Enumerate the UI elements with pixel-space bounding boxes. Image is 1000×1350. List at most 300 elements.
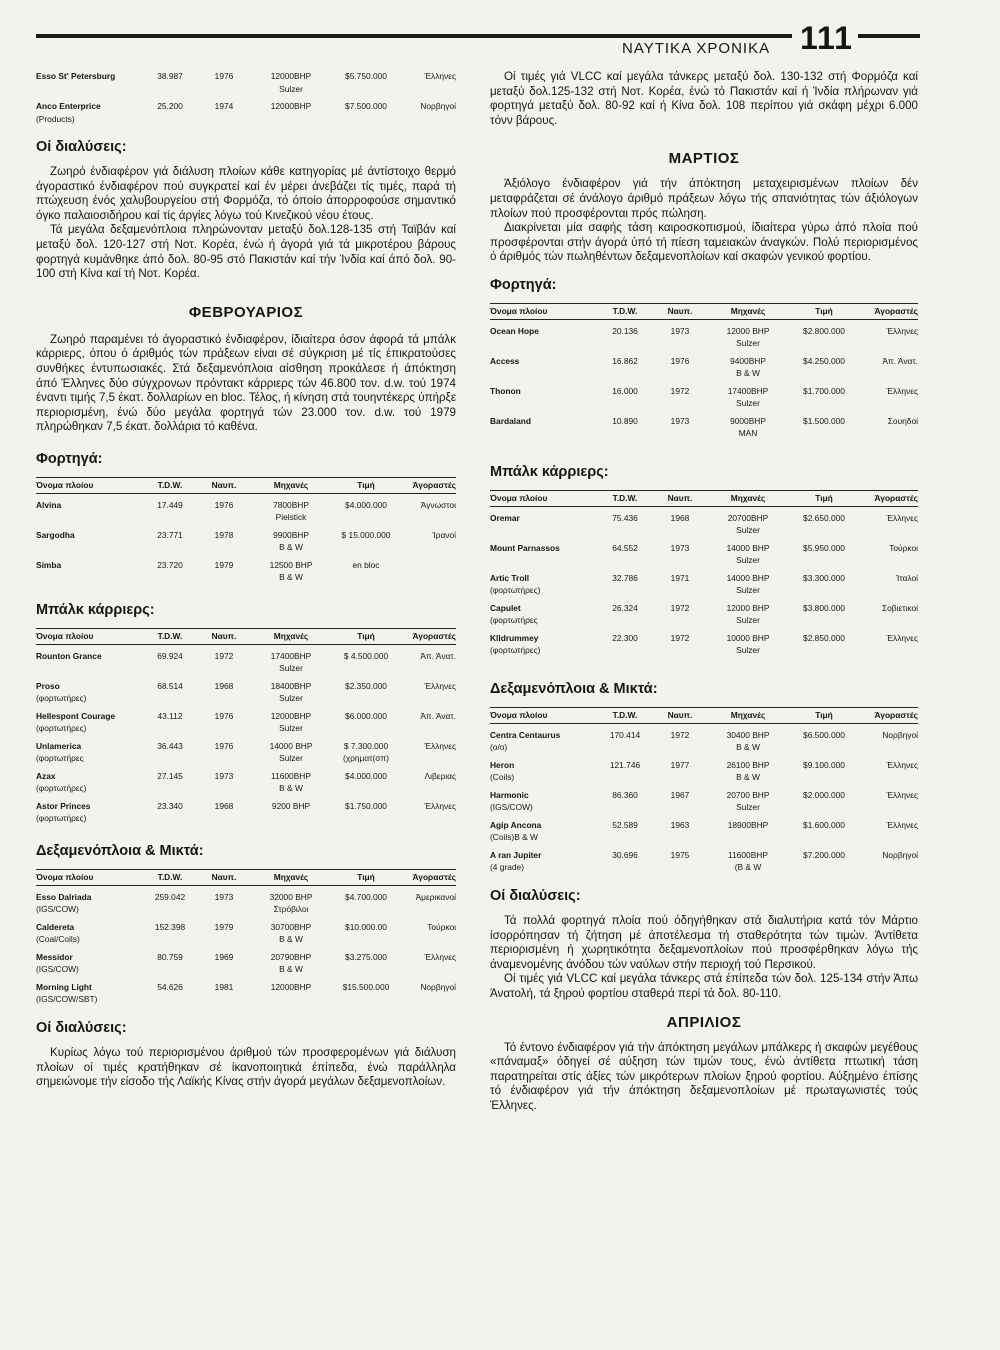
cell-empty <box>36 662 144 675</box>
cell-name-line2: (4 grade) <box>490 862 524 873</box>
cell-name: Morning Light <box>36 981 92 992</box>
table-row-continuation <box>36 571 456 584</box>
cell-name-line2: (o/o) <box>490 742 508 753</box>
cell-name: Messidor <box>36 951 73 962</box>
column-header-price: Τιμή <box>330 477 402 493</box>
cell-tdw: 23.771 <box>157 529 183 540</box>
cell-empty <box>144 812 196 825</box>
table-row <box>490 784 918 802</box>
cell-price: $ 15.000.000 <box>341 529 391 540</box>
cell-built: 1979 <box>214 921 234 932</box>
cell-engine-line2: B & W <box>279 964 303 975</box>
table-row <box>36 735 456 753</box>
cell-empty <box>196 903 252 916</box>
cell-empty <box>598 801 652 814</box>
cell-price: $4.700.000 <box>345 891 387 902</box>
cell-engine-line2: (B & W <box>734 862 762 873</box>
cell-buyer: Νορβηγοί <box>420 101 456 111</box>
column-header-tdw: T.D.W. <box>144 869 196 885</box>
cell-name: A ran Jupiter <box>490 849 542 860</box>
cell-empty <box>196 511 252 524</box>
cell-empty <box>652 427 708 440</box>
cell-empty <box>330 511 402 524</box>
table-row <box>36 946 456 964</box>
cell-empty <box>196 752 252 765</box>
cell-tdw: 259.042 <box>154 891 186 902</box>
cell-empty <box>196 812 252 825</box>
cell-built: 1973 <box>670 542 690 553</box>
cell-price: $2.650.000 <box>803 512 845 523</box>
cell-engine: 9000BHP <box>730 415 766 426</box>
cell-buyer: Έλληνες <box>886 819 918 830</box>
cell-engine: 17400BHP <box>727 385 769 396</box>
table-row-continuation <box>36 752 456 765</box>
magazine-title: ΝΑΥΤΙΚΑ ΧΡΟΝΙΚΑ <box>622 40 771 57</box>
cell-name: Simba <box>36 559 62 570</box>
section-heading-tankers: Δεξαμενόπλοια & Μικτά: <box>490 680 658 697</box>
table-row <box>490 350 918 368</box>
cell-engine-line2: Sulzer <box>736 585 760 596</box>
column-header-price: Τιμή <box>330 628 402 644</box>
cell-buyer: Ίταλοί <box>896 572 918 583</box>
section-heading-cargo: Φορτηγά: <box>36 450 103 467</box>
cell-built: 1972 <box>670 632 690 643</box>
cell-tdw: 16.862 <box>612 355 638 366</box>
cell-empty <box>402 571 456 584</box>
column-header-built: Ναυπ. <box>652 707 708 723</box>
cell-empty <box>402 752 456 765</box>
cell-empty <box>860 427 918 440</box>
cell-name: Rounton Grance <box>36 650 102 661</box>
cell-name: Access <box>490 355 520 366</box>
cell-empty <box>144 933 196 946</box>
cell-empty <box>196 722 252 735</box>
cell-built: 1969 <box>214 951 234 962</box>
table-header-row <box>36 477 456 493</box>
table-row <box>490 814 918 832</box>
cell-empty <box>330 993 402 1006</box>
cell-empty <box>860 771 918 784</box>
column-header-tdw: T.D.W. <box>144 628 196 644</box>
cell-price: $5.750.000 <box>345 71 387 81</box>
cell-empty <box>652 861 708 874</box>
cell-empty <box>252 993 330 1006</box>
cell-price: $ 4.500.000 <box>343 650 389 661</box>
cell-tdw: 170.414 <box>609 729 641 740</box>
cell-built: 1979 <box>214 559 234 570</box>
cell-built: 1971 <box>670 572 690 583</box>
cell-empty <box>196 933 252 946</box>
cell-tdw: 54.626 <box>157 981 183 992</box>
table-row <box>490 410 918 428</box>
cell-price: en bloc <box>352 559 380 570</box>
cell-empty <box>144 511 196 524</box>
cell-empty <box>196 993 252 1006</box>
cell-empty <box>490 427 598 440</box>
cell-empty <box>402 113 456 126</box>
cell-empty <box>788 584 860 597</box>
cell-empty <box>196 83 252 96</box>
cell-empty <box>652 524 708 537</box>
cell-empty <box>652 771 708 784</box>
cell-empty <box>598 397 652 410</box>
cell-price: $6.500.000 <box>803 729 845 740</box>
cell-built: 1972 <box>670 385 690 396</box>
cell-name-line2: (IGS/COW) <box>36 904 79 915</box>
cell-tdw: 20.136 <box>612 325 638 336</box>
table-row-continuation <box>36 963 456 976</box>
cell-tdw: 38.987 <box>157 71 183 81</box>
cell-engine: 17400BHP <box>270 650 312 661</box>
table-row-continuation <box>36 541 456 554</box>
table-row <box>490 319 918 337</box>
column-header-engine: Μηχανές <box>708 707 788 723</box>
cell-price: $10.000.00 <box>345 921 387 932</box>
cell-built: 1981 <box>214 981 234 992</box>
cell-engine-line2: Sulzer <box>279 83 303 94</box>
cell-price: $3.800.000 <box>803 602 845 613</box>
cell-engine-line2: Sulzer <box>736 525 760 536</box>
table-row <box>36 524 456 542</box>
cell-name: Capulet <box>490 602 521 613</box>
table-row-continuation <box>36 722 456 735</box>
cell-engine-line2: Sulzer <box>736 398 760 409</box>
cell-price: $1.500.000 <box>803 415 845 426</box>
cell-engine: 12000BHP <box>270 710 312 721</box>
cell-engine-line2: Sulzer <box>736 555 760 566</box>
cell-empty <box>402 963 456 976</box>
cell-built: 1972 <box>214 650 234 661</box>
page-number: 111 <box>800 20 853 56</box>
cell-empty <box>144 782 196 795</box>
paragraph: Οί τιμές γιά VLCC καί μεγάλα τάνκερς στά έπίπεδα τών δολ. 125-134 στήν Άπω Άνατολή, τά ξηρού φορτίου σταθερά περί τά δολ. 80-110. <box>490 972 918 1000</box>
table-row-continuation <box>490 861 918 874</box>
column-header-buyer: Άγοραστές <box>860 490 918 506</box>
table-row <box>36 916 456 934</box>
cell-empty <box>196 692 252 705</box>
cell-empty <box>652 337 708 350</box>
paragraph: Τό έντονο ένδιαφέρον γιά τήν άπόκτηση μεγάλων μπάλκερς ή σκαφών μεγέθους «πάναμαξ» όδηγεί σέ αύξηση τών τιμών τους, ένώ άντίθετα πτωτική τάση παρατηρείται στίς άξίες τών μικρότερων πλοίων ξηρού φορτίου. Αύξημένο έπίσης τό ένδιαφέρον γιά τήν άπόκτηση δεξαμενοπλοίων μέ πρωταγωνιστές τούς Έλληνες. <box>490 1040 918 1112</box>
cell-name-line2: (φορτωτήρες) <box>490 585 541 596</box>
cell-empty <box>490 337 598 350</box>
cell-name: Hellespont Courage <box>36 710 116 721</box>
table-row <box>36 95 456 113</box>
cell-tdw: 25.200 <box>157 101 183 111</box>
cell-name-line2: (Coils)B & W <box>490 832 538 843</box>
cell-name: Thonon <box>490 385 521 396</box>
table-row <box>490 506 918 524</box>
cell-engine: 14000 BHP <box>726 572 770 583</box>
cell-engine: 30700BHP <box>270 921 312 932</box>
cell-empty <box>652 584 708 597</box>
cell-tdw: 64.552 <box>612 542 638 553</box>
table-row-continuation <box>36 933 456 946</box>
cell-empty <box>196 662 252 675</box>
cell-empty <box>144 113 196 126</box>
cell-buyer: Νορβηγοί <box>882 849 918 860</box>
cell-built: 1972 <box>670 729 690 740</box>
cell-empty <box>652 554 708 567</box>
cell-engine-line2: B & W <box>279 783 303 794</box>
cell-empty <box>402 83 456 96</box>
cell-buyer: Έλληνες <box>886 385 918 396</box>
cell-price: $4.000.000 <box>345 770 387 781</box>
table-row <box>490 597 918 615</box>
cell-buyer <box>402 554 456 572</box>
cell-engine: 18900BHP <box>727 819 769 830</box>
cell-name: Centra Centaurus <box>490 729 561 740</box>
bulk-carrier-table <box>36 628 456 825</box>
cell-built: 1978 <box>214 529 234 540</box>
cell-empty <box>330 113 402 126</box>
cell-name: Klldrummey <box>490 632 539 643</box>
cell-name: Azax <box>36 770 56 781</box>
cell-empty <box>402 993 456 1006</box>
cell-buyer: Άπ. Άνατ. <box>420 710 456 721</box>
cell-empty <box>330 812 402 825</box>
cell-name-line2: (IGS/COW/SBT) <box>36 994 98 1005</box>
cell-buyer: Νορβηγοί <box>882 729 918 740</box>
cell-empty <box>402 933 456 946</box>
cell-engine-line2: Sulzer <box>279 663 303 674</box>
cell-price-line2: (χρηματ(σπ) <box>342 753 390 764</box>
cell-price: $7.500.000 <box>345 101 387 111</box>
cell-empty <box>330 571 402 584</box>
cell-tdw: 23.720 <box>157 559 183 570</box>
table-row-continuation <box>490 771 918 784</box>
cell-empty <box>598 861 652 874</box>
cell-buyer: Σουηδοί <box>887 415 918 426</box>
cell-engine: 14000 BHP <box>726 542 770 553</box>
column-header-tdw: T.D.W. <box>144 477 196 493</box>
cell-tdw: 68.514 <box>157 680 183 691</box>
left-column <box>36 70 456 1090</box>
section-heading-bulk: Μπάλκ κάρριερς: <box>36 601 155 618</box>
cell-name-line2: (IGS/COW) <box>36 964 79 975</box>
cell-buyer: Έλληνες <box>424 951 456 962</box>
cell-name: Oremar <box>490 512 520 523</box>
table-row <box>490 627 918 645</box>
cell-tdw: 26.324 <box>612 602 638 613</box>
table-header-row <box>36 869 456 885</box>
section-heading-scrap: Οί διαλύσεις: <box>36 1019 127 1036</box>
right-column <box>490 70 918 1113</box>
column-header-tdw: T.D.W. <box>598 490 652 506</box>
cell-engine: 14000 BHP <box>269 740 313 751</box>
cell-empty <box>144 903 196 916</box>
cell-name: Proso <box>36 680 60 691</box>
cell-empty <box>402 541 456 554</box>
column-header-engine: Μηχανές <box>252 477 330 493</box>
cell-buyer: Σοβιετικοί <box>881 602 918 613</box>
cell-buyer: Άμερικανοί <box>415 891 456 902</box>
cell-empty <box>788 554 860 567</box>
cell-empty <box>598 831 652 844</box>
cell-empty <box>196 541 252 554</box>
cell-buyer: Άγνωστοι <box>420 499 456 510</box>
column-header-buyer: Άγοραστές <box>402 477 456 493</box>
cell-empty <box>402 903 456 916</box>
cell-tdw: 80.759 <box>157 951 183 962</box>
table-row-continuation <box>490 427 918 440</box>
cell-empty <box>788 427 860 440</box>
cell-buyer: Τούρκοι <box>427 921 456 932</box>
cell-empty <box>490 554 598 567</box>
cell-name: Artic Troll <box>490 572 530 583</box>
column-header-price: Τιμή <box>788 490 860 506</box>
cell-engine-line2: Pielstick <box>275 512 307 523</box>
table-row-continuation <box>490 367 918 380</box>
table-header-row <box>490 490 918 506</box>
cell-empty <box>36 571 144 584</box>
cell-price: $3.300.000 <box>803 572 845 583</box>
cell-built: 1963 <box>670 819 690 830</box>
cell-tdw: 52.589 <box>612 819 638 830</box>
cell-buyer: Έλληνες <box>424 680 456 691</box>
cell-empty <box>490 367 598 380</box>
cell-empty <box>708 831 788 844</box>
cell-empty <box>598 614 652 627</box>
cell-name: Astor Princes <box>36 800 91 811</box>
cell-tdw: 86.360 <box>612 789 638 800</box>
cell-tdw: 22.300 <box>612 632 638 643</box>
paragraph: Οί τιμές γιά VLCC καί μεγάλα τάνκερς μεταξύ δολ. 130-132 στή Φορμόζα καί μεταξύ δολ.125-132 στή Νοτ. Κορέα, ένώ τό Πακιστάν καί ή Ίνδία πλήρωναν γιά φορτηγά μεταξύ δολ. 80-92 καί ή Κίνα δολ. 108 περίπου γιά σκάφη μέχρι 6.000 τόνν βάρους. <box>490 70 918 127</box>
column-header-built: Ναυπ. <box>196 869 252 885</box>
cell-empty <box>860 614 918 627</box>
cell-buyer: Άπ. Άνατ. <box>882 355 918 366</box>
cell-empty <box>788 771 860 784</box>
cell-name-line2: (Coal/Coils) <box>36 934 80 945</box>
column-header-buyer: Άγοραστές <box>402 869 456 885</box>
column-header-built: Ναυπ. <box>196 628 252 644</box>
month-heading-march: ΜΑΡΤΙΟΣ <box>668 150 740 168</box>
cell-empty <box>196 113 252 126</box>
cell-built: 1976 <box>214 710 234 721</box>
cell-empty <box>144 692 196 705</box>
cell-engine-line2: Sulzer <box>736 645 760 656</box>
cell-empty <box>860 367 918 380</box>
cell-tdw: 43.112 <box>157 710 183 721</box>
column-header-name: Όνομα πλοίου <box>36 628 144 644</box>
cell-empty <box>860 337 918 350</box>
cell-empty <box>860 831 918 844</box>
cell-engine: 20700 BHP <box>726 789 770 800</box>
cell-buyer: Έλληνες <box>886 325 918 336</box>
section-heading-bulk: Μπάλκ κάρριερς: <box>490 463 609 480</box>
cell-built: 1968 <box>670 512 690 523</box>
month-heading-february: ΦΕΒΡΟΥΑΡΙΟΣ <box>188 303 304 321</box>
cell-name: Esso St' Petersburg <box>36 71 116 81</box>
cell-empty <box>144 722 196 735</box>
cell-engine: 26100 BHP <box>726 759 770 770</box>
cell-name: Alvina <box>36 499 62 510</box>
table-row-continuation <box>36 511 456 524</box>
cell-empty <box>860 741 918 754</box>
cell-price: $7.200.000 <box>803 849 845 860</box>
cell-price: $1.600.000 <box>803 819 845 830</box>
cell-empty <box>330 963 402 976</box>
cell-empty <box>144 752 196 765</box>
column-header-buyer: Άγοραστές <box>860 707 918 723</box>
section-heading-tankers: Δεξαμενόπλοια & Μικτά: <box>36 842 204 859</box>
cell-built: 1976 <box>214 499 234 510</box>
cell-empty <box>196 963 252 976</box>
cell-built: 1974 <box>214 101 234 111</box>
table-header-row <box>490 707 918 723</box>
cell-price: $6.000.000 <box>345 710 387 721</box>
cell-name-line2: (IGS/COW) <box>490 802 533 813</box>
cell-empty <box>36 541 144 554</box>
cell-name: Mount Parnassos <box>490 542 560 553</box>
cell-empty <box>402 692 456 705</box>
table-row-continuation <box>490 584 918 597</box>
top-ship-table <box>36 70 456 125</box>
column-header-price: Τιμή <box>788 707 860 723</box>
paragraph: Διακρίνεται μία σαφής τάση καιροσκοπισμού, ίδιαίτερα γύρω άπό πλοία πού προσφέρονται στήν άγορά ύπό τή πίεση ταμειακών άναγκών. Πολύ περιορισμένος ό άριθμός τών πωληθέντων δεξαμενοπλοίων καί σκαφών γενικού φορτίου. <box>490 221 918 264</box>
cell-buyer: Τούρκοι <box>889 542 918 553</box>
cell-buyer: Νορβηγοί <box>420 981 456 992</box>
cell-buyer: Λιβεριας <box>424 770 456 781</box>
cell-price: $2.350.000 <box>345 680 387 691</box>
cell-empty <box>860 644 918 657</box>
cell-built: 1973 <box>670 415 690 426</box>
cell-empty <box>598 771 652 784</box>
column-header-name: Όνομα πλοίου <box>490 303 598 319</box>
column-header-buyer: Άγοραστές <box>860 303 918 319</box>
cell-empty <box>330 722 402 735</box>
cell-tdw: 10.890 <box>612 415 638 426</box>
cell-price: $2.000.000 <box>803 789 845 800</box>
column-header-engine: Μηχανές <box>252 869 330 885</box>
column-header-price: Τιμή <box>788 303 860 319</box>
table-row-continuation <box>490 644 918 657</box>
cell-price: $3.275.000 <box>345 951 387 962</box>
cell-empty <box>144 83 196 96</box>
cell-name-line2: (φορτωτήρες) <box>36 783 87 794</box>
table-row <box>36 705 456 723</box>
table-row <box>490 723 918 741</box>
section-heading-scrap: Οί διαλύσεις: <box>36 139 127 155</box>
table-row-continuation <box>36 662 456 675</box>
table-row-continuation <box>36 83 456 96</box>
cell-name-line2: (Products) <box>36 113 75 124</box>
cell-empty <box>598 337 652 350</box>
cell-buyer: Έλληνες <box>424 800 456 811</box>
table-row <box>36 976 456 994</box>
cell-engine: 10000 BHP <box>726 632 770 643</box>
cell-price: $4.250.000 <box>803 355 845 366</box>
cell-empty <box>788 524 860 537</box>
table-row-continuation <box>490 337 918 350</box>
cell-empty <box>330 83 402 96</box>
cell-tdw: 75.436 <box>612 512 638 523</box>
cell-tdw: 23.340 <box>157 800 183 811</box>
cell-empty <box>402 812 456 825</box>
table-row-continuation <box>36 692 456 705</box>
column-header-built: Ναυπ. <box>196 477 252 493</box>
column-header-name: Όνομα πλοίου <box>490 490 598 506</box>
cell-price: $9.100.000 <box>803 759 845 770</box>
cell-empty <box>252 113 330 126</box>
cell-empty <box>402 722 456 735</box>
paragraph: Κυρίως λόγω τού περιορισμένου άριθμού τών προσφερομένων γιά διάλυση πλοίων οί τιμές κρατήθηκαν σέ ίκανοποιητικά έπίπεδα, ένώ παράλληλα σημειώνομε τήν είσοδο τής Λαϊκής Κίνας στήν άγορά μεγάλων δεξαμενοπλοίων. <box>36 1045 456 1089</box>
cell-tdw: 27.145 <box>157 770 183 781</box>
cell-empty <box>598 524 652 537</box>
cell-empty <box>652 614 708 627</box>
cell-empty <box>652 831 708 844</box>
table-row <box>36 885 456 903</box>
cell-engine-line2: Sulzer <box>736 802 760 813</box>
